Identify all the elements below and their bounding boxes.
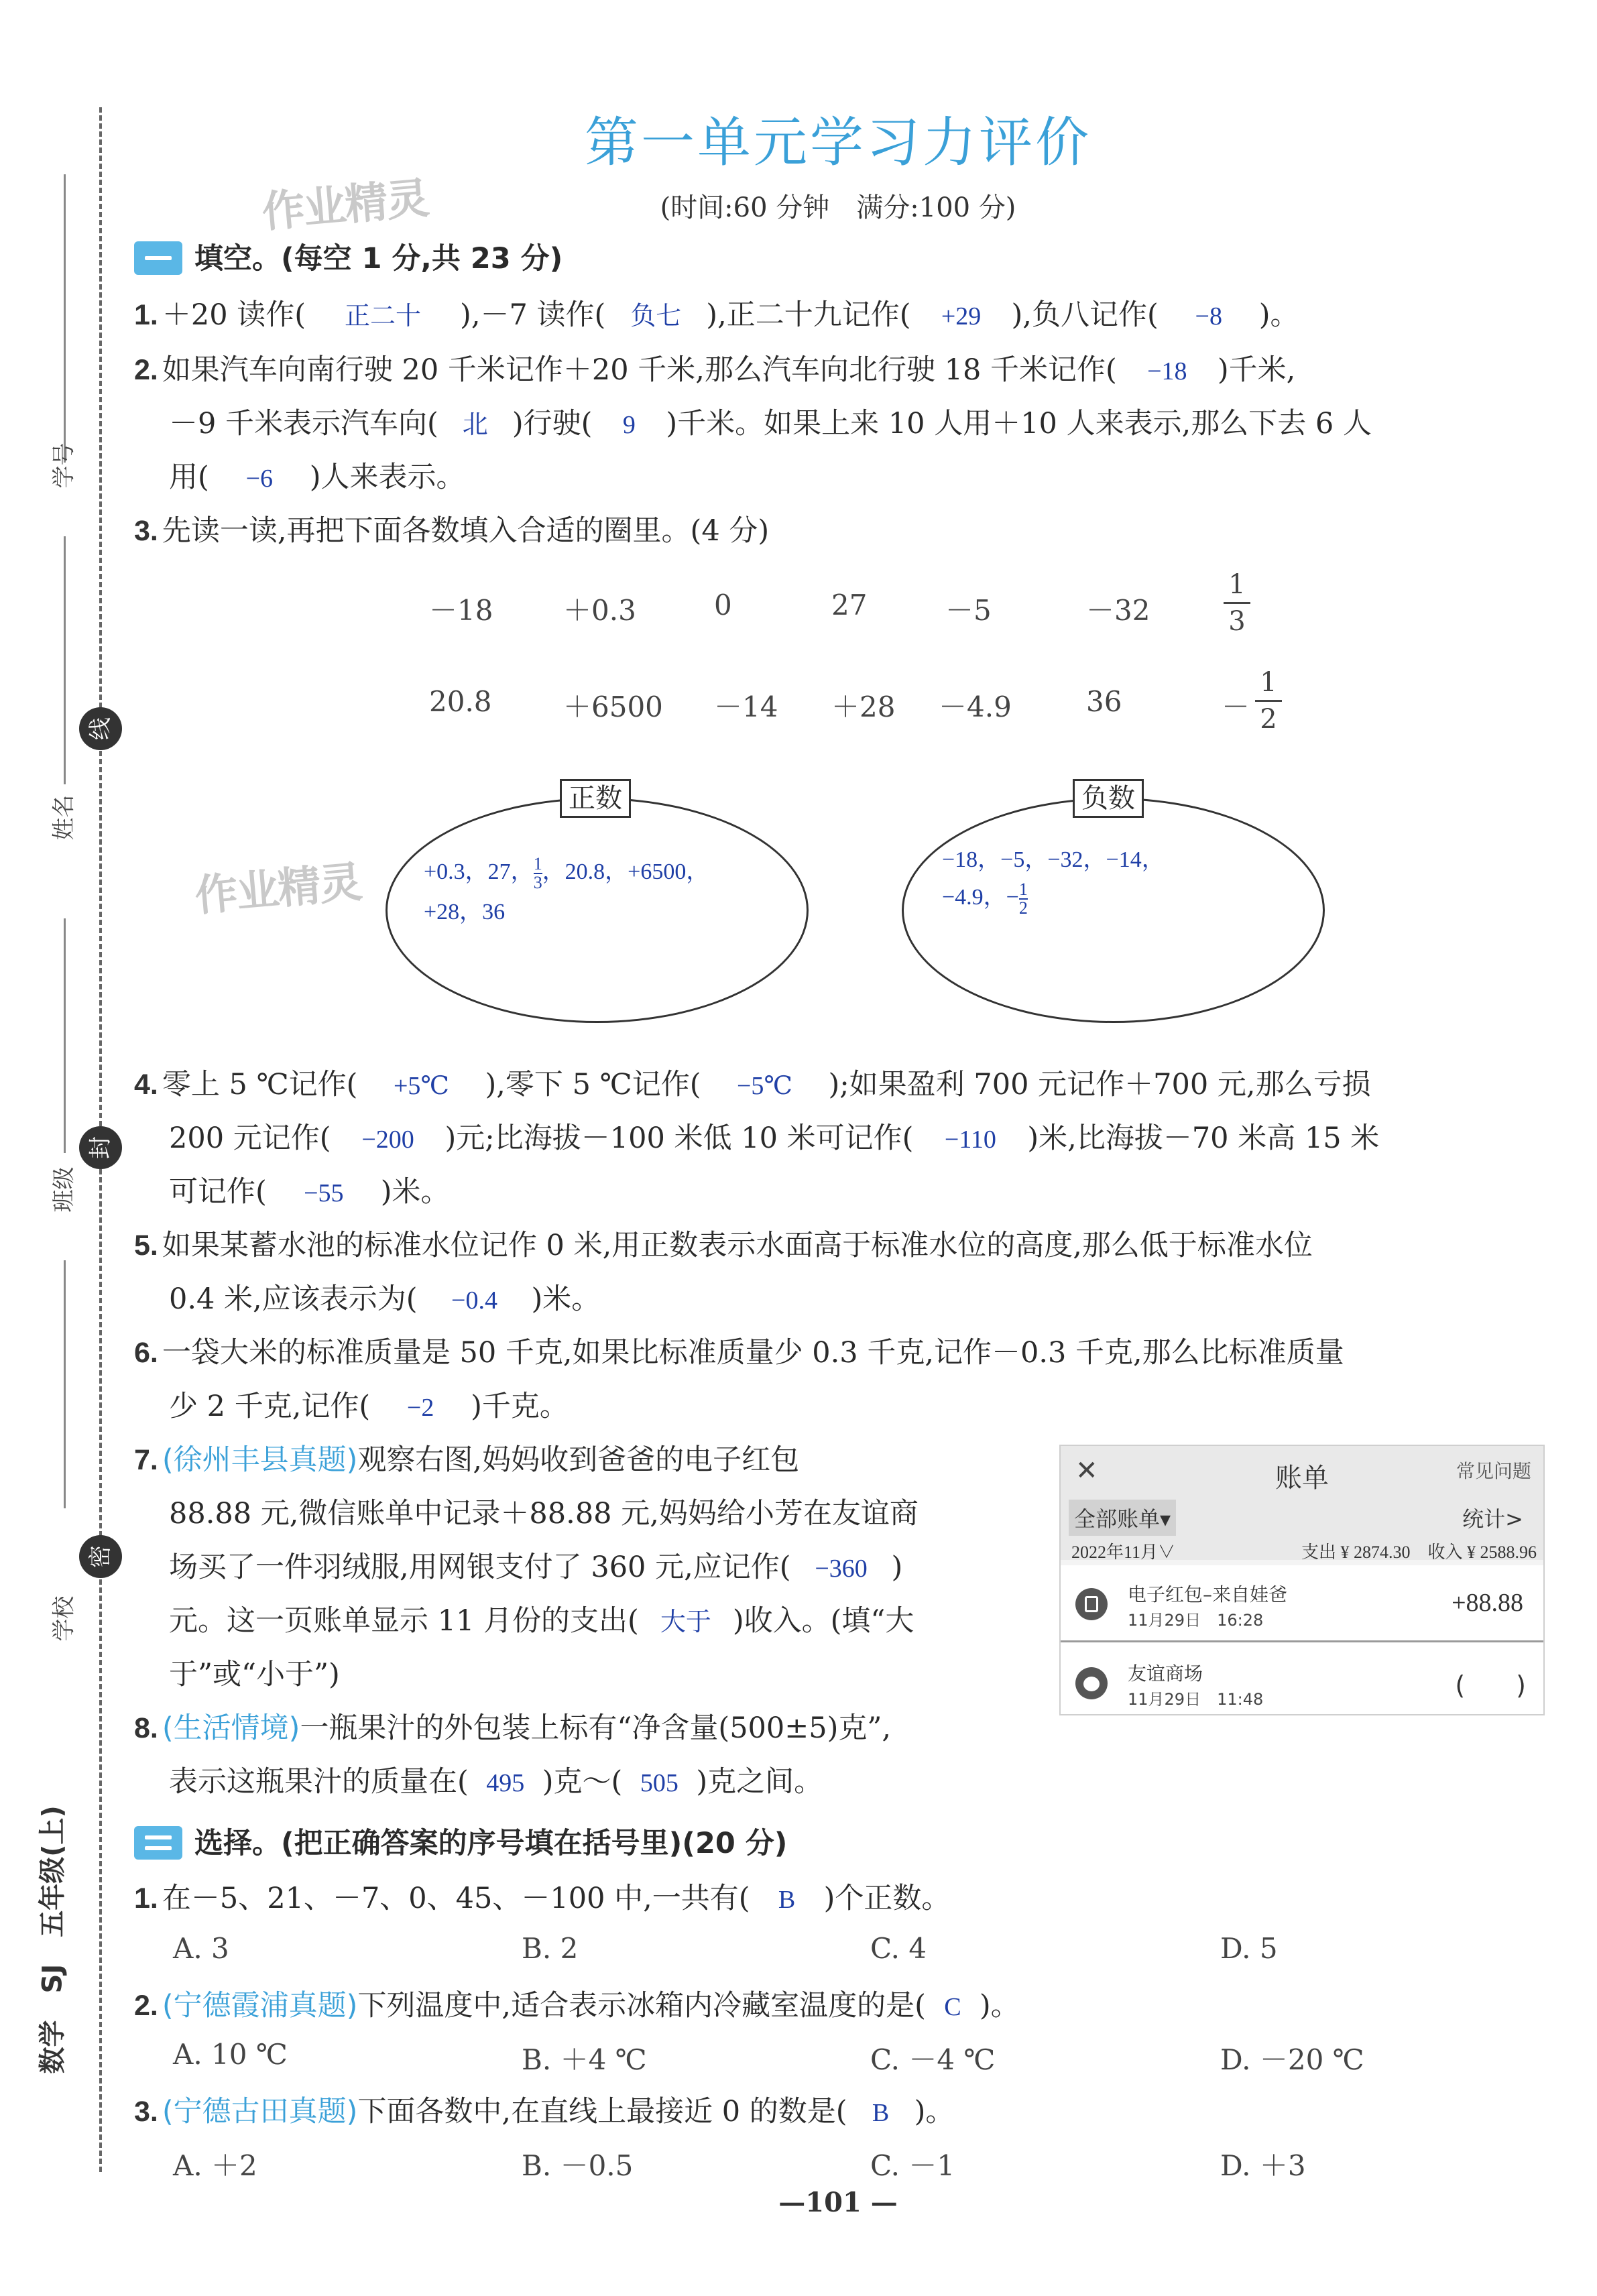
q-text: 如果某蓄水池的标准水位记作 0 米,用正数表示水面高于标准水位的高度,那么低于标准水位 <box>162 1229 1313 1262</box>
seal-line: 线 <box>79 707 122 750</box>
question-number: 4. <box>134 1069 158 1101</box>
question-source-tag: (生活情境) <box>162 1711 300 1745</box>
row2-name: 友谊商场 <box>1128 1663 1203 1685</box>
number-item: －5 <box>945 594 992 627</box>
negative-fraction <box>1019 881 1028 917</box>
row1-name: 电子红包–来自娃爸 <box>1128 1583 1288 1606</box>
section-2-heading-text: 选择。(把正确答案的序号填在括号里)(20 分) <box>194 1827 788 1860</box>
answer-blank[interactable]: −2 <box>406 1394 434 1422</box>
answer-blank[interactable]: 大于 <box>660 1608 711 1636</box>
q-text: ),－7 读作( <box>460 298 606 332</box>
question-1-4-line3 <box>169 1165 450 1220</box>
number-item: ＋0.3 <box>563 594 636 627</box>
answer-blank[interactable]: 负七 <box>630 302 682 330</box>
number-item: 27 <box>831 589 868 621</box>
stats-link[interactable]: 统计> <box>1462 1506 1523 1532</box>
fraction-denominator: 3 <box>533 873 542 893</box>
question-1-8-line1 <box>134 1701 891 1755</box>
option-d[interactable]: D. ＋3 <box>1220 2149 1306 2182</box>
q-text: )米。 <box>531 1282 601 1316</box>
q-text: )人来表示。 <box>309 461 465 494</box>
q-text: 表示这瓶果汁的质量在( <box>169 1765 469 1799</box>
question-number: 2. <box>134 1990 158 2022</box>
q-text: )米。 <box>380 1175 450 1209</box>
number-item: 20.8 <box>429 685 492 718</box>
watermark: 作业精灵 <box>259 174 430 238</box>
positive-answers-line2: +28，36 <box>424 900 506 924</box>
option-d[interactable]: D. －20 ℃ <box>1220 2043 1364 2076</box>
fraction-minus-sign: － <box>1222 690 1250 723</box>
question-source-tag: (宁德古田真题) <box>162 2095 358 2128</box>
option-c[interactable]: C. 4 <box>870 1932 927 1965</box>
positive-label: 正数 <box>560 779 631 818</box>
answer-blank[interactable]: −110 <box>944 1126 996 1154</box>
page-subtitle: (时间:60 分钟 满分:100 分) <box>660 192 1016 223</box>
section-2-heading <box>134 1817 787 1870</box>
question-number: 3. <box>134 515 158 547</box>
number-item: 0 <box>714 589 732 621</box>
option-d[interactable]: D. 5 <box>1220 1932 1278 1965</box>
question-1-7-line1 <box>134 1433 799 1487</box>
bill-title: 账单 <box>1275 1463 1329 1494</box>
q-text: )。 <box>1258 298 1299 332</box>
row2-time: 11月29日 11:48 <box>1128 1690 1264 1709</box>
fraction-numerator: 1 <box>1018 880 1028 900</box>
answer-blank[interactable]: −360 <box>815 1555 868 1583</box>
question-1-6-line2 <box>169 1380 569 1435</box>
question-number: 2. <box>134 354 158 386</box>
q-text: 在－5、21、－7、0、45、－100 中,一共有( <box>162 1882 750 1915</box>
option-a[interactable]: A. 10 ℃ <box>173 2038 288 2071</box>
question-1-7-line5: 于”或“小于”) <box>169 1658 340 1691</box>
answer-blank[interactable]: −5℃ <box>737 1072 792 1100</box>
month-selector[interactable]: 2022年11月∨ <box>1071 1543 1176 1562</box>
answer-blank[interactable]: 505 <box>640 1769 678 1797</box>
close-icon[interactable]: ✕ <box>1075 1455 1098 1486</box>
answer-text: +0.3，27， <box>424 859 534 884</box>
fraction-numerator: 1 <box>533 854 542 874</box>
sidebar-rule <box>64 918 66 1153</box>
q-text: 少 2 千克,记作( <box>169 1390 371 1423</box>
answer-blank[interactable]: −55 <box>304 1179 344 1207</box>
number-item: －4.9 <box>939 690 1012 723</box>
question-1-7-line3 <box>169 1540 902 1595</box>
question-1-2-line1 <box>134 343 1295 398</box>
option-c[interactable]: C. －1 <box>870 2149 955 2182</box>
number-item: －32 <box>1086 594 1150 627</box>
filter-dropdown[interactable]: 全部账单▾ <box>1069 1500 1176 1536</box>
answer-blank[interactable]: C <box>944 1993 961 2021</box>
sidebar-rule <box>64 536 66 784</box>
red-packet-icon <box>1075 1588 1108 1620</box>
question-1-4-line1 <box>134 1058 1371 1113</box>
positive-answers-line1 <box>424 853 709 892</box>
q-text: )千克。 <box>471 1390 569 1423</box>
sidebar-rule <box>64 1260 66 1508</box>
section-2-badge <box>134 1826 182 1860</box>
class-label: 班级 <box>50 1166 78 1213</box>
number-item: －18 <box>429 594 493 627</box>
question-2-2 <box>134 1979 1020 2034</box>
q-text: ),零下 5 ℃记作( <box>485 1068 701 1101</box>
q-text: )克之间。 <box>696 1765 823 1799</box>
q-text: 下面各数中,在直线上最接近 0 的数是( <box>357 2095 847 2128</box>
page-number: —101 — <box>778 2187 898 2218</box>
number-item: 36 <box>1086 685 1122 718</box>
question-1-6-line1 <box>134 1326 1344 1380</box>
question-1-8-line2 <box>169 1755 823 1810</box>
question-2-1 <box>134 1872 950 1927</box>
name-label: 姓名 <box>50 794 78 841</box>
q-text: ),正二十九记作( <box>706 298 911 332</box>
question-1-4-line2 <box>169 1111 1379 1166</box>
page-title: 第一单元学习力评价 <box>585 111 1091 174</box>
answer-blank[interactable]: B <box>778 1886 796 1914</box>
answer-blank[interactable]: 9 <box>622 411 636 439</box>
fraction-numerator: 1 <box>1228 569 1246 600</box>
watermark: 作业精灵 <box>192 857 363 922</box>
positive-fraction <box>534 855 542 892</box>
number-item: －14 <box>714 690 778 723</box>
fraction-denominator: 2 <box>1018 898 1028 918</box>
q-text: ) <box>891 1551 903 1584</box>
q-text: 一瓶果汁的外包装上标有“净含量(500±5)克”, <box>300 1711 892 1745</box>
answer-blank[interactable]: 北 <box>462 411 488 439</box>
q-text: 零上 5 ℃记作( <box>162 1068 358 1101</box>
negative-label: 负数 <box>1073 779 1144 818</box>
q-text: 场买了一件羽绒服,用网银支付了 360 元,应记作( <box>169 1551 791 1584</box>
q-text: 下列温度中,适合表示冰箱内冷藏室温度的是( <box>357 1989 926 2022</box>
q-text: ＋20 读作( <box>162 298 306 332</box>
negative-answers-line2 <box>942 878 1028 917</box>
question-number: 1. <box>134 1882 158 1915</box>
number-item: ＋6500 <box>563 690 663 723</box>
q-text: ),负八记作( <box>1011 298 1159 332</box>
q-text: 200 元记作( <box>169 1122 331 1155</box>
fraction-denominator: 3 <box>1228 606 1246 637</box>
question-1-5-line1 <box>134 1219 1313 1272</box>
q-text: 0.4 米,应该表示为( <box>169 1282 418 1316</box>
answer-blank[interactable]: −18 <box>1147 357 1187 385</box>
q-text: 一袋大米的标准质量是 50 千克,如果比标准质量少 0.3 千克,记作－0.3 千克,那么比标准质量 <box>162 1336 1344 1370</box>
question-number: 6. <box>134 1337 158 1369</box>
q-text: )元;比海拔－100 米低 10 米可记作( <box>445 1122 914 1155</box>
fraction-minus-half <box>1255 666 1282 735</box>
q-text: )克～( <box>542 1765 623 1799</box>
student-id-label: 学号 <box>50 442 78 489</box>
answer-text: −4.9，− <box>942 885 1019 910</box>
question-1-7-line4 <box>169 1594 914 1649</box>
answer-blank[interactable]: −0.4 <box>451 1286 497 1315</box>
option-a[interactable]: A. ＋2 <box>173 2149 257 2182</box>
bill-divider <box>1061 1640 1543 1642</box>
answer-blank[interactable]: −6 <box>245 465 273 493</box>
q-text: 如果汽车向南行驶 20 千米记作＋20 千米,那么汽车向北行驶 18 千米记作( <box>162 353 1117 387</box>
question-number: 5. <box>134 1229 158 1262</box>
q-text: 先读一读,再把下面各数填入合适的圈里。(4 分) <box>162 514 770 548</box>
answer-blank[interactable]: +5℃ <box>393 1072 449 1100</box>
option-a[interactable]: A. 3 <box>173 1932 229 1965</box>
section-1-badge <box>134 241 182 275</box>
option-b[interactable]: B. 2 <box>522 1932 579 1965</box>
q-text: －9 千米表示汽车向( <box>169 407 438 440</box>
q-text: )收入。(填“大 <box>732 1604 914 1638</box>
question-1-1 <box>134 288 1299 343</box>
question-1-2-line3 <box>169 450 465 505</box>
q-text: )。 <box>914 2095 955 2128</box>
q-text: )个正数。 <box>823 1882 951 1915</box>
option-b[interactable]: B. －0.5 <box>522 2149 634 2182</box>
fraction-numerator: 1 <box>1260 667 1277 698</box>
row1-time: 11月29日 16:28 <box>1128 1611 1264 1630</box>
answer-blank[interactable]: B <box>872 2099 890 2127</box>
section-1-heading-text: 填空。(每空 1 分,共 23 分) <box>194 242 563 276</box>
bill-screenshot <box>1059 1445 1545 1715</box>
seal-seal: 封 <box>79 1126 122 1169</box>
money-bag-icon <box>1075 1667 1108 1699</box>
question-1-7-line2: 88.88 元,微信账单中记录＋88.88 元,妈妈给小芳在友谊商 <box>169 1497 919 1530</box>
school-label: 学校 <box>50 1595 78 1642</box>
q-text: )千米。如果上来 10 人用＋10 人来表示,那么下去 6 人 <box>666 407 1372 440</box>
answer-blank[interactable]: 495 <box>486 1769 525 1797</box>
question-1-5-line2 <box>169 1272 600 1327</box>
fraction-one-third <box>1224 568 1250 638</box>
q-text: 可记作( <box>169 1175 267 1209</box>
question-source-tag: (宁德霞浦真题) <box>162 1989 358 2022</box>
seal-secret: 密 <box>79 1535 122 1578</box>
answer-blank[interactable]: +29 <box>941 302 982 330</box>
option-c[interactable]: C. －4 ℃ <box>870 2043 996 2076</box>
q-text: )米,比海拔－70 米高 15 米 <box>1027 1122 1380 1155</box>
q-text: )。 <box>979 1989 1020 2022</box>
book-label: 数学 SJ 五年级(上) <box>37 1805 68 2074</box>
negative-answers-line1: −18，−5，−32，−14， <box>942 847 1165 872</box>
fraction-denominator: 2 <box>1260 704 1277 735</box>
question-source-tag: (徐州丰县真题) <box>162 1443 358 1477</box>
bill-summary: 支出 ¥ 2874.30 收入 ¥ 2588.96 <box>1301 1543 1537 1562</box>
question-number: 3. <box>134 2096 158 2128</box>
question-1-2-line2 <box>169 397 1372 452</box>
question-2-3 <box>134 2085 954 2140</box>
section-1-heading <box>134 232 563 286</box>
row2-amount-blank[interactable]: ( ) <box>1455 1671 1526 1700</box>
question-number: 7. <box>134 1444 158 1476</box>
answer-text: ，20.8，+6500， <box>542 859 709 884</box>
row1-amount: +88.88 <box>1452 1589 1523 1617</box>
question-number: 1. <box>134 299 158 331</box>
q-text: )行驶( <box>512 407 593 440</box>
q-text: 观察右图,妈妈收到爸爸的电子红包 <box>357 1443 800 1477</box>
faq-link[interactable]: 常见问题 <box>1456 1460 1531 1482</box>
answer-blank[interactable]: −200 <box>361 1126 414 1154</box>
answer-blank[interactable]: −8 <box>1195 302 1222 330</box>
number-item: ＋28 <box>831 690 896 723</box>
question-number: 8. <box>134 1712 158 1744</box>
q-text: );如果盈利 700 元记作＋700 元,那么亏损 <box>828 1068 1371 1101</box>
q-text: 用( <box>169 461 209 494</box>
q-text: 元。这一页账单显示 11 月份的支出( <box>169 1604 639 1638</box>
option-b[interactable]: B. ＋4 ℃ <box>522 2043 647 2076</box>
answer-blank[interactable]: 正二十 <box>345 302 422 330</box>
q-text: )千米, <box>1217 353 1296 387</box>
question-1-3 <box>134 504 769 558</box>
